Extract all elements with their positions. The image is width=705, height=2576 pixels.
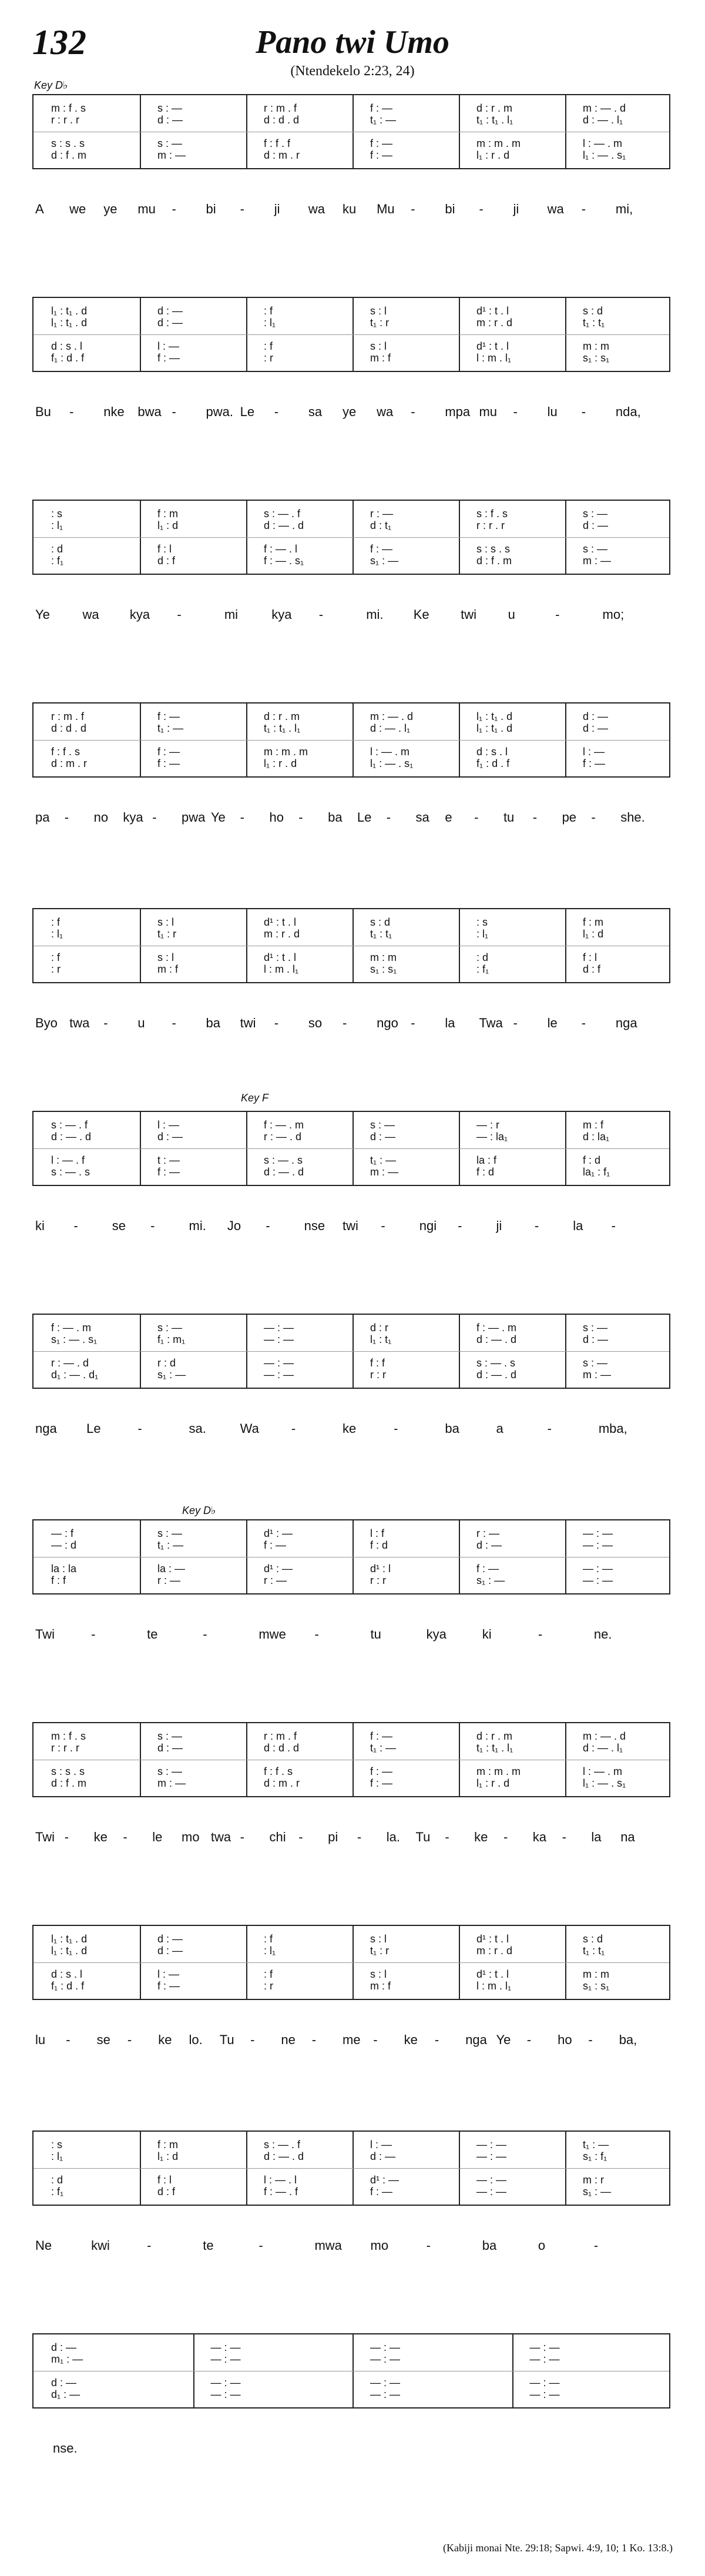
lyric-syllable: la xyxy=(445,1016,455,1030)
lyric-syllable: ngo xyxy=(377,1016,398,1030)
lyric-syllable: Ne xyxy=(35,2238,52,2253)
staff-divider xyxy=(33,1351,669,1352)
lyric-syllable: - xyxy=(298,1830,303,1844)
measure-notes: s : d t₁ : t₁ m : m s₁ : s₁ xyxy=(370,916,397,975)
measure-notes: s : — d : — s : — m : — xyxy=(583,508,611,567)
lyric-syllable: - xyxy=(311,2032,317,2047)
lyric-syllable: - xyxy=(411,202,415,216)
lyric-syllable: bi xyxy=(445,202,455,216)
lyric-syllable: ke xyxy=(158,2032,172,2047)
measure-notes: r : — d : t₁ f : — s₁ : — xyxy=(370,508,399,567)
measure-notes: f : m l₁ : d f : l d : f xyxy=(583,916,604,975)
measure-notes: l : — d : — t : — f : — xyxy=(157,1119,183,1178)
measure-notes: — : — — : — — : — — : — xyxy=(264,1322,294,1381)
measure-notes: d : r . m t₁ : t₁ . l₁ m : m . m l₁ : r . d xyxy=(476,1730,521,1789)
measure-notes: f : — t₁ : — f : — f : — xyxy=(370,1730,397,1789)
measure-notes: d¹ : t . l m : r . d d¹ : t . l l : m . l₁ xyxy=(476,1933,513,1992)
measure-notes: m : f . s r : r . r s : s . s d : f . m xyxy=(51,102,87,161)
lyric-syllable: twi xyxy=(343,1218,358,1233)
lyric-syllable: lo. xyxy=(189,2032,203,2047)
lyric-syllable: Tu xyxy=(415,1830,431,1844)
measure-notes: : s : l₁ : d : f₁ xyxy=(51,508,64,567)
hymn-number: 132 xyxy=(32,23,87,62)
lyric-syllable: - xyxy=(445,1830,449,1844)
measure-notes: s : f . s r : r . r s : s . s d : f . m xyxy=(476,508,512,567)
measure-notes: — : — — : — — : — — : — xyxy=(210,2341,241,2400)
lyric-syllable: - xyxy=(386,810,391,825)
measure-notes: l : f f : d d¹ : l r : r xyxy=(370,1527,391,1586)
lyric-syllable: ki xyxy=(35,1218,45,1233)
measure-notes: m : f . s r : r . r s : s . s d : f . m xyxy=(51,1730,87,1789)
lyric-syllable: le xyxy=(152,1830,163,1844)
lyric-syllable: - xyxy=(274,404,279,419)
measure-notes: f : — t₁ : — f : — f : — xyxy=(157,711,184,769)
lyric-syllable: ho xyxy=(558,2032,572,2047)
lyric-syllable: - xyxy=(103,1016,108,1030)
lyric-syllable: - xyxy=(258,2238,263,2253)
lyric-syllable: mwa xyxy=(314,2238,342,2253)
lyric-syllable: - xyxy=(474,810,479,825)
staff-divider xyxy=(33,334,669,335)
lyric-syllable: se xyxy=(112,1218,126,1233)
measure-notes: f : m l₁ : d f : l d : f xyxy=(157,508,179,567)
measure-notes: d : r l₁ : t₁ f : f r : r xyxy=(370,1322,392,1381)
lyric-syllable: mu xyxy=(137,202,156,216)
lyric-syllable: kwi xyxy=(91,2238,110,2253)
lyric-syllable: Twi xyxy=(35,1627,55,1642)
lyric-syllable: ye xyxy=(343,404,357,419)
lyric-syllable: lu xyxy=(547,404,558,419)
measure-notes: l₁ : t₁ . d l₁ : t₁ . d d : s . l f₁ : d . f xyxy=(51,1933,88,1992)
measure-notes: d : — d : — l : — f : — xyxy=(157,1933,183,1992)
lyric-syllable: ba, xyxy=(619,2032,637,2047)
measure-notes: — : f — : d la : la f : f xyxy=(51,1527,77,1586)
lyric-syllable: ne. xyxy=(593,1627,612,1642)
lyric-syllable: - xyxy=(123,1830,127,1844)
lyric-syllable: - xyxy=(581,1016,586,1030)
lyric-syllable: ba xyxy=(206,1016,221,1030)
lyric-syllable: - xyxy=(513,1016,518,1030)
lyric-syllable: Twi xyxy=(35,1830,55,1844)
lyric-syllable: mi, xyxy=(615,202,633,216)
lyric-syllable: bwa xyxy=(137,404,162,419)
lyric-syllable: kya xyxy=(129,607,150,622)
lyric-syllable: - xyxy=(373,2032,378,2047)
lyric-syllable: twa xyxy=(210,1830,231,1844)
measure-notes: f : — . m d : — . d s : — . s d : — . d xyxy=(476,1322,517,1381)
lyric-syllable: nga xyxy=(465,2032,487,2047)
measure-notes: r : m . f d : d . d f : f . s d : m . r xyxy=(264,1730,300,1789)
lyric-syllable: - xyxy=(434,2032,439,2047)
lyric-syllable: Tu xyxy=(219,2032,234,2047)
measure-notes: f : — . m s₁ : — . s₁ r : — . d d₁ : — . d₁ xyxy=(51,1322,99,1381)
staff-divider xyxy=(33,2168,669,2169)
lyric-syllable: ka xyxy=(532,1830,546,1844)
lyric-syllable: kya xyxy=(123,810,143,825)
lyric-syllable: mba, xyxy=(598,1421,627,1436)
measure-notes: : f : l₁ : f : r xyxy=(51,916,63,975)
measure-notes: — : r — : la₁ la : f f : d xyxy=(476,1119,508,1178)
lyric-syllable: - xyxy=(394,1421,398,1436)
lyric-syllable: pe xyxy=(562,810,577,825)
measure-notes: : s : l₁ : d : f₁ xyxy=(51,2139,64,2198)
measure-notes: s : — d : — t₁ : — m : — xyxy=(370,1119,398,1178)
lyric-syllable: mi xyxy=(224,607,239,622)
lyric-syllable: - xyxy=(593,2238,599,2253)
lyric-syllable: mi. xyxy=(366,607,384,622)
measure-notes: l₁ : t₁ . d l₁ : t₁ . d d : s . l f₁ : d . f xyxy=(51,305,88,364)
lyric-syllable: Mu xyxy=(377,202,395,216)
lyric-syllable: ku xyxy=(343,202,357,216)
lyric-syllable: she. xyxy=(620,810,645,825)
lyric-syllable: - xyxy=(274,1016,279,1030)
lyric-syllable: mo; xyxy=(602,607,625,622)
lyric-syllable: - xyxy=(381,1218,385,1233)
measure-notes: m : — . d d : — . l₁ l : — . m l₁ : — . s₁ xyxy=(583,1730,626,1789)
lyric-syllable: a xyxy=(496,1421,503,1436)
measure-notes: s : l t₁ : r s : l m : f xyxy=(370,1933,391,1992)
lyric-syllable: - xyxy=(298,810,303,825)
staff-system xyxy=(32,1722,670,1797)
lyric-syllable: - xyxy=(426,2238,431,2253)
staff-system xyxy=(32,297,670,372)
lyric-syllable: la xyxy=(573,1218,583,1233)
lyric-syllable: chi xyxy=(269,1830,286,1844)
measure-notes: s : d t₁ : t₁ m : m s₁ : s₁ xyxy=(583,1933,610,1992)
lyric-syllable: ne xyxy=(281,2032,296,2047)
lyric-syllable: - xyxy=(127,2032,132,2047)
lyric-syllable: mo xyxy=(370,2238,389,2253)
measure-notes: t₁ : — s₁ : f₁ m : r s₁ : — xyxy=(583,2139,612,2198)
measure-notes: l : — d : — d¹ : — f : — xyxy=(370,2139,400,2198)
lyric-syllable: - xyxy=(318,607,324,622)
measure-notes: f : — . m r : — . d s : — . s d : — . d xyxy=(264,1119,304,1178)
lyric-syllable: - xyxy=(314,1627,319,1642)
lyric-syllable: - xyxy=(177,607,182,622)
measure-notes: — : — — : — — : — — : — xyxy=(370,2341,401,2400)
lyric-syllable: ba xyxy=(328,810,343,825)
lyric-syllable: - xyxy=(172,202,176,216)
lyric-syllable: - xyxy=(581,404,586,419)
staff-system xyxy=(32,1925,670,2000)
lyric-syllable: ke xyxy=(404,2032,418,2047)
lyric-syllable: ke xyxy=(474,1830,488,1844)
staff-system xyxy=(32,1111,670,1186)
lyric-syllable: twi xyxy=(240,1016,256,1030)
lyric-syllable: - xyxy=(591,810,596,825)
lyric-syllable: no xyxy=(93,810,109,825)
lyric-syllable: pwa. xyxy=(206,404,234,419)
lyric-syllable: - xyxy=(458,1218,462,1233)
lyric-syllable: nda, xyxy=(615,404,641,419)
lyric-syllable: te xyxy=(203,2238,214,2253)
lyric-syllable: ba xyxy=(445,1421,459,1436)
lyric-syllable: - xyxy=(547,1421,552,1436)
lyric-syllable: Bu xyxy=(35,404,51,419)
staff-divider xyxy=(33,740,669,741)
staff-system xyxy=(32,908,670,983)
lyric-syllable: Wa xyxy=(240,1421,259,1436)
lyric-syllable: me xyxy=(343,2032,361,2047)
lyric-syllable: wa xyxy=(377,404,394,419)
measure-notes: m : — . d d : — . l₁ l : — . m l₁ : — . s₁ xyxy=(583,102,626,161)
measure-notes: r : m . f d : d . d f : f . f d : m . r xyxy=(264,102,300,161)
measure-notes: — : — — : — — : — — : — xyxy=(583,1527,613,1586)
staff-divider xyxy=(33,537,669,538)
measure-notes: s : — . f d : — . d l : — . f s : — . s xyxy=(51,1119,92,1178)
lyric-syllable: - xyxy=(513,404,518,419)
measure-notes: d : r . m t₁ : t₁ . l₁ m : m . m l₁ : r . d xyxy=(264,711,308,769)
measure-notes: l₁ : t₁ . d l₁ : t₁ . d d : s . l f₁ : d . f xyxy=(476,711,513,769)
lyric-syllable: kya xyxy=(271,607,292,622)
lyric-syllable: - xyxy=(411,404,415,419)
lyric-syllable: Le xyxy=(357,810,372,825)
lyric-syllable: nse. xyxy=(53,2441,78,2456)
lyric-syllable: ji xyxy=(496,1218,502,1233)
lyric-syllable: se xyxy=(96,2032,110,2047)
measure-notes: d : — d : — l : — f : — xyxy=(157,305,183,364)
lyric-syllable: - xyxy=(64,1830,69,1844)
lyric-syllable: - xyxy=(581,202,586,216)
lyric-syllable: nga xyxy=(615,1016,637,1030)
lyric-syllable: - xyxy=(66,2032,70,2047)
lyric-syllable: - xyxy=(291,1421,296,1436)
lyric-syllable: - xyxy=(503,1830,508,1844)
measure-notes: m : f d : la₁ f : d la₁ : f₁ xyxy=(583,1119,610,1178)
lyric-syllable: lu xyxy=(35,2032,46,2047)
measure-notes: : s : l₁ : d : f₁ xyxy=(476,916,489,975)
measure-notes: s : l t₁ : r s : l m : f xyxy=(370,305,391,364)
staff-system xyxy=(32,702,670,778)
lyric-syllable: e xyxy=(445,810,452,825)
lyric-syllable: - xyxy=(555,607,560,622)
measure-notes: d¹ : — f : — d¹ : — r : — xyxy=(264,1527,293,1586)
lyric-syllable: la xyxy=(591,1830,602,1844)
lyric-syllable: pi xyxy=(328,1830,338,1844)
lyric-syllable: na xyxy=(620,1830,635,1844)
lyric-syllable: ba xyxy=(482,2238,497,2253)
lyric-syllable: kya xyxy=(426,1627,446,1642)
lyric-syllable: so xyxy=(308,1016,323,1030)
lyric-syllable: Jo xyxy=(227,1218,241,1233)
lyric-syllable: - xyxy=(343,1016,347,1030)
lyric-syllable: - xyxy=(172,404,176,419)
lyric-syllable: Byo xyxy=(35,1016,58,1030)
lyric-syllable: - xyxy=(152,810,157,825)
lyric-syllable: - xyxy=(69,404,74,419)
lyric-syllable: mu xyxy=(479,404,497,419)
staff-system xyxy=(32,1519,670,1594)
lyric-syllable: A xyxy=(35,202,44,216)
lyric-syllable: - xyxy=(240,810,244,825)
lyric-syllable: Ye xyxy=(210,810,226,825)
hymn-title: Pano twi Umo xyxy=(256,24,449,61)
lyric-syllable: - xyxy=(172,1016,176,1030)
lyric-syllable: ke xyxy=(93,1830,108,1844)
key-change: Key F xyxy=(241,1092,269,1104)
lyric-syllable: tu xyxy=(370,1627,381,1642)
lyric-syllable: ki xyxy=(482,1627,492,1642)
lyric-syllable: le xyxy=(547,1016,558,1030)
measure-notes: s : l t₁ : r s : l m : f xyxy=(157,916,178,975)
lyric-syllable: nga xyxy=(35,1421,57,1436)
lyric-syllable: la. xyxy=(386,1830,400,1844)
staff-system xyxy=(32,500,670,575)
lyric-syllable: - xyxy=(73,1218,78,1233)
measure-notes: m : — . d d : — . l₁ l : — . m l₁ : — . s₁ xyxy=(370,711,414,769)
measure-notes: : f : l₁ : f : r xyxy=(264,1933,276,1992)
lyric-syllable: - xyxy=(611,1218,616,1233)
lyric-syllable: sa xyxy=(308,404,323,419)
staff-divider xyxy=(33,1962,669,1963)
lyric-syllable: mpa xyxy=(445,404,471,419)
measure-notes: f : — t₁ : — f : — f : — xyxy=(370,102,397,161)
lyric-syllable: - xyxy=(240,1830,244,1844)
measure-notes: : f : l₁ : f : r xyxy=(264,305,276,364)
lyric-syllable: sa. xyxy=(189,1421,206,1436)
lyric-syllable: u xyxy=(137,1016,145,1030)
lyric-syllable: Twa xyxy=(479,1016,503,1030)
staff-divider xyxy=(33,1148,669,1149)
lyric-syllable: Le xyxy=(86,1421,101,1436)
measure-notes: — : — — : — — : — — : — xyxy=(476,2139,507,2198)
lyric-syllable: pa xyxy=(35,810,50,825)
lyric-syllable: wa xyxy=(308,202,325,216)
lyric-syllable: Le xyxy=(240,404,255,419)
lyric-syllable: twi xyxy=(461,607,477,622)
measure-notes: s : — t₁ : — la : — r : — xyxy=(157,1527,186,1586)
measure-notes: f : m l₁ : d f : l d : f xyxy=(157,2139,179,2198)
measure-notes: s : — d : — s : — m : — xyxy=(157,102,186,161)
measure-notes: s : — f₁ : m₁ r : d s₁ : — xyxy=(157,1322,186,1381)
lyric-syllable: ji xyxy=(274,202,280,216)
lyric-syllable: - xyxy=(91,1627,96,1642)
lyric-syllable: wa xyxy=(82,607,99,622)
lyric-syllable: ke xyxy=(343,1421,357,1436)
lyric-syllable: Ye xyxy=(496,2032,511,2047)
measure-notes: d¹ : t . l m : r . d d¹ : t . l l : m . l₁ xyxy=(476,305,513,364)
scripture-footer: (Kabiji monai Nte. 29:18; Sapwi. 4:9, 10; 1 Ko. 13:8.) xyxy=(443,2542,673,2554)
staff-system xyxy=(32,1314,670,1389)
lyric-syllable: - xyxy=(137,1421,142,1436)
lyric-syllable: mo xyxy=(182,1830,200,1844)
lyric-syllable: - xyxy=(538,1627,543,1642)
key-signature: Key D♭ xyxy=(34,79,68,91)
lyric-syllable: Ye xyxy=(35,607,50,622)
lyric-syllable: - xyxy=(479,202,484,216)
lyric-syllable: - xyxy=(532,810,538,825)
lyric-syllable: mwe xyxy=(258,1627,286,1642)
lyric-syllable: Ke xyxy=(413,607,429,622)
lyric-syllable: wa xyxy=(547,202,564,216)
lyric-syllable: ji xyxy=(513,202,519,216)
measure-notes: s : — . f d : — . d l : — . l f : — . f xyxy=(264,2139,304,2198)
lyric-syllable: ho xyxy=(269,810,284,825)
lyric-syllable: - xyxy=(240,202,244,216)
lyric-syllable: te xyxy=(147,1627,158,1642)
lyric-syllable: sa xyxy=(415,810,429,825)
lyric-syllable: - xyxy=(534,1218,539,1233)
lyric-syllable: pwa xyxy=(182,810,206,825)
lyric-syllable: mi. xyxy=(189,1218,206,1233)
lyric-syllable: - xyxy=(203,1627,207,1642)
lyric-syllable: ngi xyxy=(419,1218,437,1233)
measure-notes: d : r . m t₁ : t₁ . l₁ m : m . m l₁ : r . d xyxy=(476,102,521,161)
lyric-syllable: ye xyxy=(103,202,118,216)
lyric-syllable: - xyxy=(562,1830,566,1844)
lyric-syllable: - xyxy=(411,1016,415,1030)
measure-notes: s : — . f d : — . d f : — . l f : — . s₁ xyxy=(264,508,304,567)
staff-system xyxy=(32,94,670,169)
lyric-syllable: - xyxy=(266,1218,270,1233)
measure-notes: d¹ : t . l m : r . d d¹ : t . l l : m . l₁ xyxy=(264,916,300,975)
lyric-syllable: we xyxy=(69,202,86,216)
lyric-syllable: - xyxy=(526,2032,532,2047)
scripture-subtitle: (Ntendekelo 2:23, 24) xyxy=(290,63,415,79)
lyric-syllable: - xyxy=(250,2032,255,2047)
lyric-syllable: - xyxy=(64,810,69,825)
lyric-syllable: tu xyxy=(503,810,515,825)
measure-notes: s : — d : — s : — m : — xyxy=(583,1322,611,1381)
key-change: Key D♭ xyxy=(182,1505,216,1516)
measure-notes: r : — d : — f : — s₁ : — xyxy=(476,1527,505,1586)
lyric-syllable: - xyxy=(147,2238,152,2253)
measure-notes: r : m . f d : d . d f : f . s d : m . r xyxy=(51,711,88,769)
staff-system xyxy=(32,2333,670,2408)
lyric-syllable: - xyxy=(150,1218,155,1233)
lyric-syllable: - xyxy=(357,1830,362,1844)
measure-notes: d : — m₁ : — d : — d₁ : — xyxy=(51,2341,83,2400)
lyric-syllable: nse xyxy=(304,1218,325,1233)
lyric-syllable: - xyxy=(588,2032,593,2047)
staff-system xyxy=(32,2131,670,2206)
lyric-syllable: nke xyxy=(103,404,125,419)
lyric-syllable: bi xyxy=(206,202,216,216)
lyric-syllable: u xyxy=(508,607,515,622)
lyric-syllable: o xyxy=(538,2238,546,2253)
measure-notes: — : — — : — — : — — : — xyxy=(529,2341,560,2400)
measure-notes: s : d t₁ : t₁ m : m s₁ : s₁ xyxy=(583,305,610,364)
measure-notes: d : — d : — l : — f : — xyxy=(583,711,609,769)
lyric-syllable: twa xyxy=(69,1016,90,1030)
measure-notes: s : — d : — s : — m : — xyxy=(157,1730,186,1789)
